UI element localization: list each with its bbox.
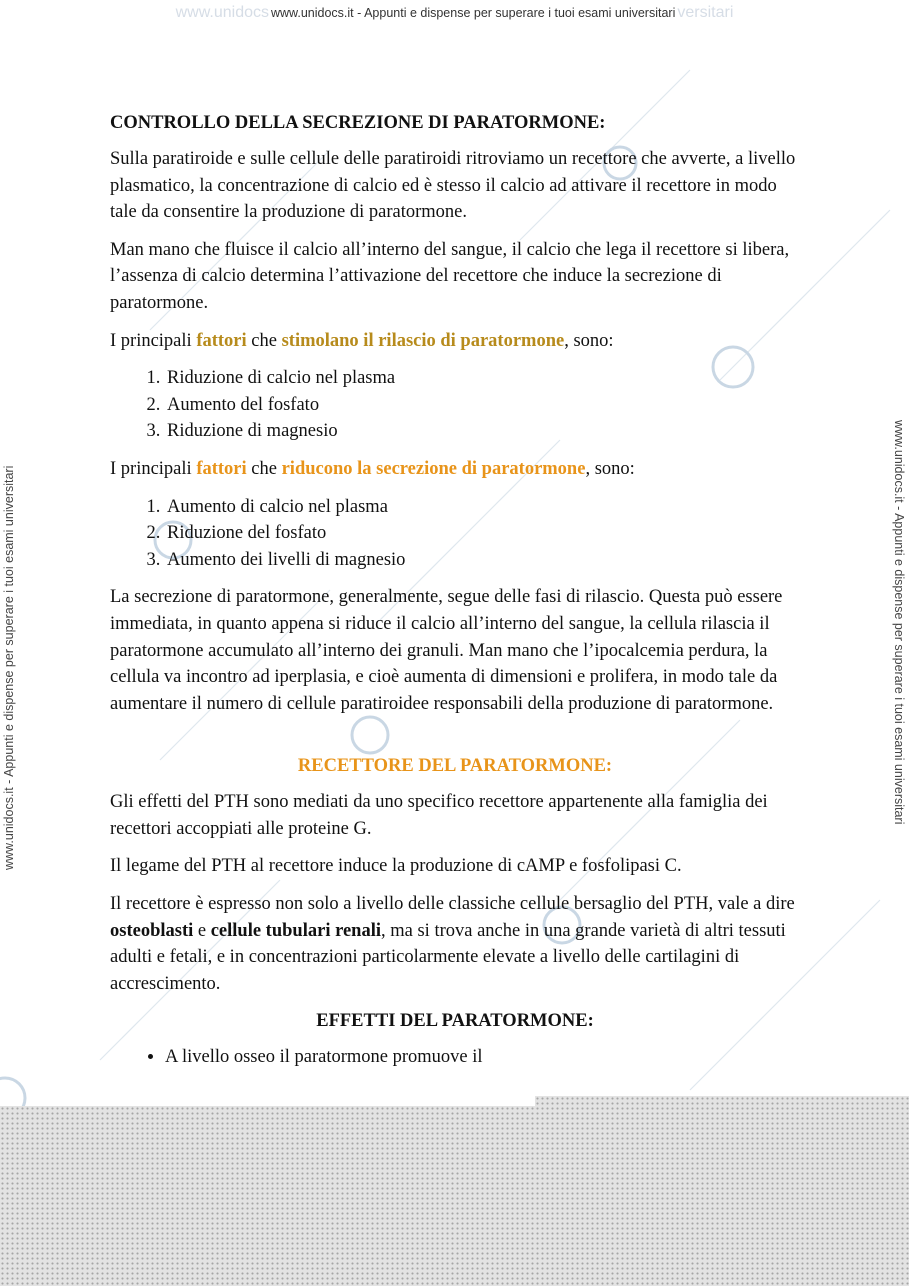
blurred-content-overlay <box>0 1106 909 1286</box>
highlight-fattori: fattori <box>196 458 247 479</box>
top-watermark-text: www.unidocs.it - Appunti e dispense per superare i tuoi esami universitari <box>270 6 676 20</box>
list-item: 2. Aumento del fosfato <box>165 392 800 419</box>
top-watermark-ghost-left: www.unidocs <box>175 4 269 21</box>
highlight-stimolano: stimolano il rilascio di paratormone <box>281 330 565 351</box>
list-item: 1. Riduzione di calcio nel plasma <box>165 365 800 392</box>
top-watermark <box>0 4 909 22</box>
bold-osteoblasti: osteoblasti <box>110 920 194 941</box>
list-item: 3. Riduzione di magnesio <box>165 418 800 445</box>
document-body <box>110 110 800 1071</box>
section-title-controllo: CONTROLLO DELLA SECREZIONE DI PARATORMONE: <box>110 113 606 133</box>
paragraph: Il recettore è espresso non solo a livello delle classiche cellule bersaglio del PTH, vale a dire osteoblasti e cellule tubulari renali, ma si trova anche in una grande varietà di altri tessuti adulti e fetali, e in concentrazioni particolarmente elevate a livello delle cartilagini di accrescimento. <box>110 894 795 994</box>
left-side-watermark: www.unidocs.it - Appunti e dispense per superare i tuoi esami universitari <box>2 465 16 870</box>
reducing-factors-list <box>110 494 800 574</box>
section-title-recettore: RECETTORE DEL PARATORMONE: <box>297 756 613 777</box>
paragraph: Sulla paratiroide e sulle cellule delle paratiroidi ritroviamo un recettore che avverte, a livello plasmatico, la concentrazione di calcio ed è stesso il calcio ad attivare il recettore in modo tale da consentire la produzione di paratormone. <box>110 149 796 223</box>
highlight-riducono: riducono la secrezione di paratormone <box>281 458 586 479</box>
paragraph: Gli effetti del PTH sono mediati da uno specifico recettore appartenente alla famiglia dei recettori accoppiati alle proteine G. <box>110 792 768 839</box>
list-item: • A livello osseo il paratormone promuove il <box>165 1044 800 1071</box>
list-item: 2. Riduzione del fosfato <box>165 520 800 547</box>
paragraph: Man mano che fluisce il calcio all’interno del sangue, il calcio che lega il recettore si libera, l’assenza di calcio determina l’attivazione del recettore che induce la secrezione di paratormone. <box>110 239 790 313</box>
list-item: 1. Aumento di calcio nel plasma <box>165 494 800 521</box>
right-side-watermark: www.unidocs.it - Appunti e dispense per superare i tuoi esami universitari <box>892 420 906 825</box>
paragraph: Il legame del PTH al recettore induce la produzione di cAMP e fosfolipasi C. <box>110 856 682 877</box>
reducing-factors-intro: I principali fattori che riducono la secrezione di paratormone, sono: <box>110 458 635 479</box>
top-watermark-ghost-right: versitari <box>677 4 734 21</box>
bold-cellule-tubulari: cellule tubulari renali <box>210 920 381 941</box>
stimulating-factors-list <box>110 365 800 445</box>
section-title-effetti: EFFETTI DEL PARATORMONE: <box>316 1011 594 1032</box>
list-item: 3. Aumento dei livelli di magnesio <box>165 547 800 574</box>
effects-list <box>110 1044 800 1071</box>
paragraph: La secrezione di paratormone, generalmente, segue delle fasi di rilascio. Questa può essere immediata, in quanto appena si riduce il calcio all’interno del sangue, la cellula rilascia il paratormone accumulato all’interno dei granuli. Man mano che l’ipocalcemia perdura, la cellula va incontro ad iperplasia, e cioè aumenta di dimensioni e prolifera, in modo tale da aumentare il numero di cellule paratiroidee responsabili della produzione di paratormone. <box>110 587 783 714</box>
highlight-fattori: fattori <box>196 330 247 351</box>
stimulating-factors-intro: I principali fattori che stimolano il rilascio di paratormone, sono: <box>110 330 614 351</box>
